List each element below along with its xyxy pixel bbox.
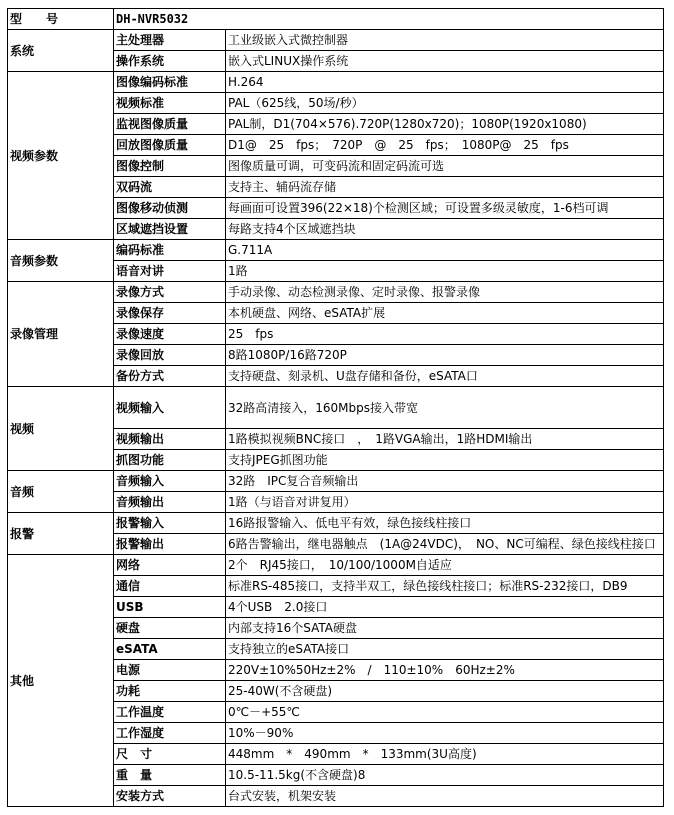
spec-value: 32路高清接入，160Mbps接入带宽 (226, 387, 664, 429)
model-row (8, 9, 664, 30)
spec-value: 1路（与语音对讲复用） (226, 492, 664, 513)
spec-name: 双码流 (114, 177, 226, 198)
model-label: 型 号 (8, 9, 114, 30)
spec-value: PAL（625线，50场/秒） (226, 93, 664, 114)
spec-name: 编码标准 (114, 240, 226, 261)
spec-value: 220V±10%50Hz±2% / 110±10% 60Hz±2% (226, 660, 664, 681)
spec-value: 6路告警输出，继电器触点 (1A@24VDC)， NO、NC可编程、绿色接线柱接口 (226, 534, 664, 555)
spec-value: 支持主、辅码流存储 (226, 177, 664, 198)
spec-name: 视频标准 (114, 93, 226, 114)
spec-value: 8路1080P/16路720P (226, 345, 664, 366)
spec-value: 支持硬盘、刻录机、U盘存储和备份，eSATA口 (226, 366, 664, 387)
category-label: 录像管理 (8, 282, 114, 387)
category-label: 视频 (8, 387, 114, 471)
spec-value: PAL制，D1(704×576).720P(1280x720)；1080P(1920x1080) (226, 114, 664, 135)
spec-name: 音频输入 (114, 471, 226, 492)
spec-value: 25-40W(不含硬盘) (226, 681, 664, 702)
spec-value: 本机硬盘、网络、eSATA扩展 (226, 303, 664, 324)
spec-name: 硬盘 (114, 618, 226, 639)
spec-name: 通信 (114, 576, 226, 597)
spec-value: 每画面可设置396(22×18)个检测区域；可设置多级灵敏度，1-6档可调 (226, 198, 664, 219)
spec-value: 嵌入式LINUX操作系统 (226, 51, 664, 72)
spec-value: 标准RS-485接口，支持半双工，绿色接线柱接口；标准RS-232接口，DB9 (226, 576, 664, 597)
spec-row (8, 555, 664, 576)
spec-row (8, 72, 664, 93)
spec-value: G.711A (226, 240, 664, 261)
spec-name: 录像方式 (114, 282, 226, 303)
spec-value: H.264 (226, 72, 664, 93)
spec-row (8, 471, 664, 492)
spec-name: 视频输出 (114, 429, 226, 450)
spec-name: 图像移动侦测 (114, 198, 226, 219)
spec-name: 功耗 (114, 681, 226, 702)
spec-name: 报警输入 (114, 513, 226, 534)
spec-name: 电源 (114, 660, 226, 681)
spec-row (8, 240, 664, 261)
spec-name: 重 量 (114, 765, 226, 786)
category-label: 音频 (8, 471, 114, 513)
spec-name: 尺 寸 (114, 744, 226, 765)
spec-name: 操作系统 (114, 51, 226, 72)
spec-table (7, 8, 664, 807)
category-label: 其他 (8, 555, 114, 807)
spec-value: 0℃－+55℃ (226, 702, 664, 723)
category-label: 音频参数 (8, 240, 114, 282)
spec-value: 内部支持16个SATA硬盘 (226, 618, 664, 639)
spec-value: D1@ 25 fps； 720P @ 25 fps； 1080P@ 25 fps (226, 135, 664, 156)
spec-name: 安装方式 (114, 786, 226, 807)
spec-value: 4个USB 2.0接口 (226, 597, 664, 618)
model-value: DH-NVR5032 (114, 9, 664, 30)
spec-value: 支持JPEG抓图功能 (226, 450, 664, 471)
spec-name: 抓图功能 (114, 450, 226, 471)
spec-value: 2个 RJ45接口， 10/100/1000M自适应 (226, 555, 664, 576)
spec-name: 工作湿度 (114, 723, 226, 744)
spec-name: 录像保存 (114, 303, 226, 324)
spec-name: eSATA (114, 639, 226, 660)
spec-row (8, 387, 664, 429)
spec-name: 图像编码标准 (114, 72, 226, 93)
spec-name: 工作温度 (114, 702, 226, 723)
spec-row (8, 282, 664, 303)
spec-table-body (8, 9, 664, 807)
spec-value: 台式安装，机架安装 (226, 786, 664, 807)
spec-value: 32路 IPC复合音频输出 (226, 471, 664, 492)
spec-value: 工业级嵌入式微控制器 (226, 30, 664, 51)
spec-value: 448mm * 490mm * 133mm(3U高度) (226, 744, 664, 765)
spec-name: 语音对讲 (114, 261, 226, 282)
spec-row (8, 513, 664, 534)
spec-name: 监视图像质量 (114, 114, 226, 135)
spec-name: 录像速度 (114, 324, 226, 345)
spec-row (8, 30, 664, 51)
spec-value: 10%－90% (226, 723, 664, 744)
spec-value: 16路报警输入、低电平有效，绿色接线柱接口 (226, 513, 664, 534)
spec-name: 主处理器 (114, 30, 226, 51)
spec-name: 录像回放 (114, 345, 226, 366)
spec-name: 备份方式 (114, 366, 226, 387)
spec-name: USB (114, 597, 226, 618)
spec-name: 音频输出 (114, 492, 226, 513)
spec-name: 报警输出 (114, 534, 226, 555)
spec-value: 1路模拟视频BNC接口 ， 1路VGA输出，1路HDMI输出 (226, 429, 664, 450)
spec-name: 网络 (114, 555, 226, 576)
spec-value: 图像质量可调，可变码流和固定码流可选 (226, 156, 664, 177)
category-label: 视频参数 (8, 72, 114, 240)
spec-name: 视频输入 (114, 387, 226, 429)
spec-value: 1路 (226, 261, 664, 282)
spec-value: 25 fps (226, 324, 664, 345)
spec-name: 回放图像质量 (114, 135, 226, 156)
spec-value: 每路支持4个区域遮挡块 (226, 219, 664, 240)
category-label: 系统 (8, 30, 114, 72)
spec-name: 区域遮挡设置 (114, 219, 226, 240)
spec-value: 10.5-11.5kg(不含硬盘)8 (226, 765, 664, 786)
spec-value: 手动录像、动态检测录像、定时录像、报警录像 (226, 282, 664, 303)
spec-value: 支持独立的eSATA接口 (226, 639, 664, 660)
category-label: 报警 (8, 513, 114, 555)
spec-name: 图像控制 (114, 156, 226, 177)
